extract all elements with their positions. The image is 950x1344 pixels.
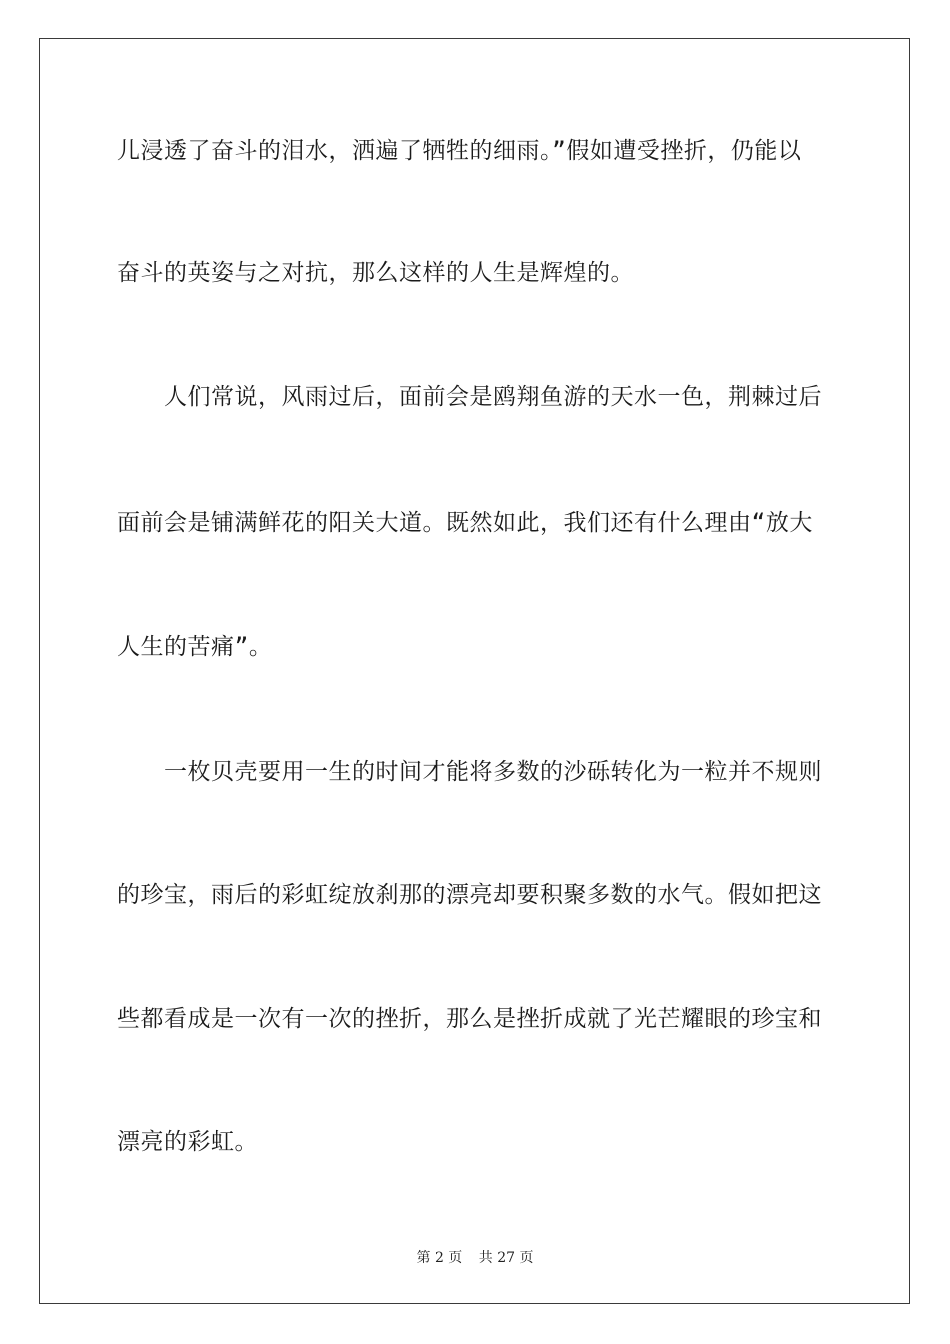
text-line-1: 儿浸透了奋斗的泪水，洒遍了牺牲的细雨。”假如遭受挫折，仍能以 xyxy=(117,138,802,164)
page-frame xyxy=(39,38,910,1304)
page-number: 第 2 页 xyxy=(416,1250,463,1266)
text-line-5: 人生的苦痛”。 xyxy=(117,634,273,660)
text-line-4: 面前会是铺满鲜花的阳关大道。既然如此，我们还有什么理由“放大 xyxy=(117,510,813,536)
text-line-8: 些都看成是一次有一次的挫折，那么是挫折成就了光芒耀眼的珍宝和 xyxy=(117,1006,822,1032)
text-line-6: 一枚贝壳要用一生的时间才能将多数的沙砾转化为一粒并不规则 xyxy=(117,759,822,785)
text-line-7: 的珍宝，雨后的彩虹绽放刹那的漂亮却要积聚多数的水气。假如把这 xyxy=(117,882,822,908)
text-line-2: 奋斗的英姿与之对抗，那么这样的人生是辉煌的。 xyxy=(117,260,634,286)
page-footer xyxy=(0,1247,950,1267)
total-pages: 共 27 页 xyxy=(478,1250,534,1266)
text-line-9: 漂亮的彩虹。 xyxy=(117,1129,258,1155)
text-line-3: 人们常说，风雨过后，面前会是鸥翔鱼游的天水一色，荆棘过后 xyxy=(117,384,822,410)
